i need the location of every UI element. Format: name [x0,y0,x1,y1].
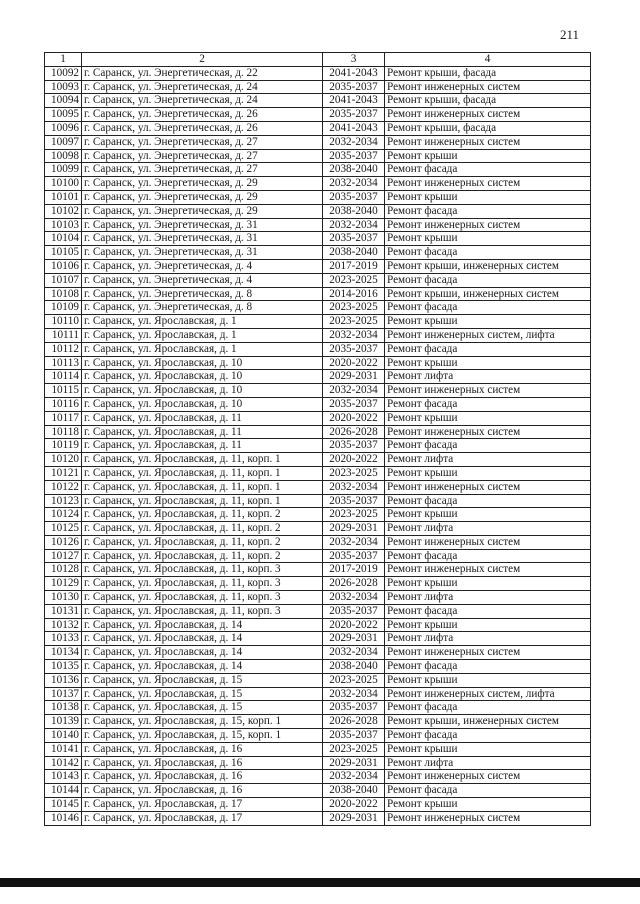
period-cell: 2035-2037 [323,397,385,411]
column-header-number: 1 [45,53,82,67]
period-cell: 2023-2025 [323,301,385,315]
table-row [45,287,591,301]
address-cell: г. Саранск, ул. Энергетическая, д. 4 [82,273,323,287]
work-type-cell: Ремонт инженерных систем [385,135,591,149]
address-cell: г. Саранск, ул. Ярославская, д. 15 [82,673,323,687]
row-number-cell: 10126 [45,535,82,549]
work-type-cell: Ремонт крыши [385,798,591,812]
row-number-cell: 10135 [45,660,82,674]
table-row [45,149,591,163]
work-type-cell: Ремонт лифта [385,591,591,605]
period-cell: 2035-2037 [323,494,385,508]
table-row [45,563,591,577]
work-type-cell: Ремонт крыши [385,411,591,425]
scan-bottom-edge [0,878,640,887]
work-type-cell: Ремонт крыши, фасада [385,66,591,80]
row-number-cell: 10144 [45,784,82,798]
period-cell: 2017-2019 [323,259,385,273]
row-number-cell: 10119 [45,439,82,453]
work-type-cell: Ремонт инженерных систем [385,535,591,549]
work-type-cell: Ремонт крыши [385,232,591,246]
row-number-cell: 10137 [45,687,82,701]
period-cell: 2035-2037 [323,549,385,563]
table-row [45,190,591,204]
work-type-cell: Ремонт фасада [385,246,591,260]
work-type-cell: Ремонт крыши [385,577,591,591]
table-row [45,480,591,494]
period-cell: 2041-2043 [323,121,385,135]
row-number-cell: 10096 [45,121,82,135]
row-number-cell: 10124 [45,508,82,522]
work-type-cell: Ремонт фасада [385,494,591,508]
row-number-cell: 10115 [45,384,82,398]
row-number-cell: 10103 [45,218,82,232]
address-cell: г. Саранск, ул. Ярославская, д. 15 [82,701,323,715]
period-cell: 2023-2025 [323,273,385,287]
address-cell: г. Саранск, ул. Ярославская, д. 11, корп. 2 [82,508,323,522]
address-cell: г. Саранск, ул. Ярославская, д. 15, корп. 1 [82,715,323,729]
work-type-cell: Ремонт инженерных систем [385,177,591,191]
table-row [45,108,591,122]
work-type-cell: Ремонт фасада [385,729,591,743]
period-cell: 2023-2025 [323,466,385,480]
address-cell: г. Саранск, ул. Ярославская, д. 14 [82,660,323,674]
row-number-cell: 10129 [45,577,82,591]
address-cell: г. Саранск, ул. Энергетическая, д. 22 [82,66,323,80]
table-row [45,591,591,605]
address-cell: г. Саранск, ул. Ярославская, д. 1 [82,315,323,329]
row-number-cell: 10101 [45,190,82,204]
period-cell: 2035-2037 [323,439,385,453]
table-row [45,370,591,384]
work-type-cell: Ремонт инженерных систем [385,646,591,660]
work-type-cell: Ремонт инженерных систем [385,425,591,439]
address-cell: г. Саранск, ул. Ярославская, д. 1 [82,342,323,356]
address-cell: г. Саранск, ул. Ярославская, д. 11 [82,411,323,425]
address-cell: г. Саранск, ул. Ярославская, д. 11, корп. 3 [82,563,323,577]
address-cell: г. Саранск, ул. Ярославская, д. 16 [82,770,323,784]
address-cell: г. Саранск, ул. Ярославская, д. 11, корп. 1 [82,480,323,494]
period-cell: 2020-2022 [323,453,385,467]
table-row [45,742,591,756]
period-cell: 2032-2034 [323,770,385,784]
period-cell: 2035-2037 [323,342,385,356]
address-cell: г. Саранск, ул. Ярославская, д. 16 [82,784,323,798]
table-header-row [45,53,591,67]
table-row [45,673,591,687]
period-cell: 2014-2016 [323,287,385,301]
period-cell: 2029-2031 [323,370,385,384]
address-cell: г. Саранск, ул. Ярославская, д. 16 [82,756,323,770]
row-number-cell: 10109 [45,301,82,315]
address-cell: г. Саранск, ул. Ярославская, д. 11, корп. 3 [82,591,323,605]
work-type-cell: Ремонт крыши, фасада [385,121,591,135]
work-type-cell: Ремонт лифта [385,632,591,646]
address-cell: г. Саранск, ул. Ярославская, д. 17 [82,811,323,825]
work-type-cell: Ремонт фасада [385,342,591,356]
period-cell: 2035-2037 [323,190,385,204]
table-row [45,729,591,743]
table-row [45,66,591,80]
period-cell: 2029-2031 [323,811,385,825]
work-type-cell: Ремонт лифта [385,453,591,467]
row-number-cell: 10142 [45,756,82,770]
address-cell: г. Саранск, ул. Энергетическая, д. 26 [82,121,323,135]
period-cell: 2032-2034 [323,687,385,701]
address-cell: г. Саранск, ул. Ярославская, д. 11, корп. 3 [82,577,323,591]
table-row [45,701,591,715]
work-type-cell: Ремонт лифта [385,522,591,536]
row-number-cell: 10114 [45,370,82,384]
table-row [45,204,591,218]
address-cell: г. Саранск, ул. Ярославская, д. 14 [82,618,323,632]
period-cell: 2026-2028 [323,425,385,439]
row-number-cell: 10095 [45,108,82,122]
period-cell: 2038-2040 [323,204,385,218]
period-cell: 2032-2034 [323,218,385,232]
work-type-cell: Ремонт фасада [385,397,591,411]
address-cell: г. Саранск, ул. Энергетическая, д. 26 [82,108,323,122]
repair-schedule-table [44,52,591,826]
row-number-cell: 10117 [45,411,82,425]
row-number-cell: 10097 [45,135,82,149]
period-cell: 2035-2037 [323,604,385,618]
column-header-address: 2 [82,53,323,67]
table-row [45,646,591,660]
work-type-cell: Ремонт крыши [385,673,591,687]
table-row [45,632,591,646]
address-cell: г. Саранск, ул. Ярославская, д. 16 [82,742,323,756]
address-cell: г. Саранск, ул. Ярославская, д. 11, корп. 2 [82,535,323,549]
row-number-cell: 10134 [45,646,82,660]
address-cell: г. Саранск, ул. Энергетическая, д. 27 [82,163,323,177]
period-cell: 2041-2043 [323,94,385,108]
table-row [45,273,591,287]
period-cell: 2020-2022 [323,356,385,370]
row-number-cell: 10145 [45,798,82,812]
address-cell: г. Саранск, ул. Энергетическая, д. 24 [82,80,323,94]
period-cell: 2032-2034 [323,384,385,398]
table-row [45,453,591,467]
table-row [45,577,591,591]
period-cell: 2038-2040 [323,784,385,798]
row-number-cell: 10102 [45,204,82,218]
row-number-cell: 10093 [45,80,82,94]
table-row [45,618,591,632]
period-cell: 2029-2031 [323,756,385,770]
period-cell: 2038-2040 [323,246,385,260]
work-type-cell: Ремонт фасада [385,701,591,715]
table-row [45,715,591,729]
table-row [45,80,591,94]
row-number-cell: 10146 [45,811,82,825]
row-number-cell: 10122 [45,480,82,494]
table-row [45,425,591,439]
address-cell: г. Саранск, ул. Энергетическая, д. 31 [82,232,323,246]
work-type-cell: Ремонт крыши [385,508,591,522]
address-cell: г. Саранск, ул. Ярославская, д. 11, корп. 1 [82,453,323,467]
row-number-cell: 10104 [45,232,82,246]
row-number-cell: 10092 [45,66,82,80]
table-row [45,397,591,411]
period-cell: 2038-2040 [323,163,385,177]
address-cell: г. Саранск, ул. Энергетическая, д. 8 [82,301,323,315]
period-cell: 2038-2040 [323,660,385,674]
work-type-cell: Ремонт фасада [385,660,591,674]
row-number-cell: 10141 [45,742,82,756]
period-cell: 2035-2037 [323,108,385,122]
period-cell: 2029-2031 [323,632,385,646]
table-row [45,508,591,522]
row-number-cell: 10107 [45,273,82,287]
table-row [45,356,591,370]
period-cell: 2032-2034 [323,480,385,494]
table-row [45,811,591,825]
table-row [45,756,591,770]
work-type-cell: Ремонт инженерных систем [385,384,591,398]
table-row [45,259,591,273]
row-number-cell: 10125 [45,522,82,536]
row-number-cell: 10120 [45,453,82,467]
period-cell: 2032-2034 [323,646,385,660]
period-cell: 2032-2034 [323,135,385,149]
column-header-work-type: 4 [385,53,591,67]
address-cell: г. Саранск, ул. Энергетическая, д. 4 [82,259,323,273]
address-cell: г. Саранск, ул. Ярославская, д. 10 [82,356,323,370]
work-type-cell: Ремонт фасада [385,163,591,177]
work-type-cell: Ремонт крыши [385,190,591,204]
address-cell: г. Саранск, ул. Энергетическая, д. 31 [82,218,323,232]
address-cell: г. Саранск, ул. Энергетическая, д. 27 [82,135,323,149]
row-number-cell: 10110 [45,315,82,329]
work-type-cell: Ремонт фасада [385,549,591,563]
row-number-cell: 10108 [45,287,82,301]
table-row [45,466,591,480]
table-row [45,535,591,549]
work-type-cell: Ремонт крыши [385,466,591,480]
table-row [45,660,591,674]
work-type-cell: Ремонт фасада [385,273,591,287]
period-cell: 2020-2022 [323,618,385,632]
work-type-cell: Ремонт крыши [385,356,591,370]
work-type-cell: Ремонт инженерных систем [385,811,591,825]
row-number-cell: 10132 [45,618,82,632]
table-row [45,177,591,191]
period-cell: 2026-2028 [323,577,385,591]
table-row [45,94,591,108]
period-cell: 2026-2028 [323,715,385,729]
address-cell: г. Саранск, ул. Ярославская, д. 14 [82,632,323,646]
row-number-cell: 10112 [45,342,82,356]
address-cell: г. Саранск, ул. Ярославская, д. 15, корп. 1 [82,729,323,743]
address-cell: г. Саранск, ул. Ярославская, д. 17 [82,798,323,812]
period-cell: 2032-2034 [323,591,385,605]
period-cell: 2023-2025 [323,315,385,329]
address-cell: г. Саранск, ул. Энергетическая, д. 29 [82,177,323,191]
address-cell: г. Саранск, ул. Энергетическая, д. 27 [82,149,323,163]
row-number-cell: 10111 [45,328,82,342]
work-type-cell: Ремонт лифта [385,370,591,384]
address-cell: г. Саранск, ул. Энергетическая, д. 8 [82,287,323,301]
column-header-period: 3 [323,53,385,67]
work-type-cell: Ремонт крыши [385,315,591,329]
table-body [45,66,591,825]
period-cell: 2020-2022 [323,798,385,812]
row-number-cell: 10139 [45,715,82,729]
address-cell: г. Саранск, ул. Энергетическая, д. 31 [82,246,323,260]
row-number-cell: 10094 [45,94,82,108]
table-row [45,770,591,784]
table-row [45,163,591,177]
work-type-cell: Ремонт инженерных систем [385,770,591,784]
work-type-cell: Ремонт крыши [385,618,591,632]
work-type-cell: Ремонт инженерных систем, лифта [385,687,591,701]
table-row [45,784,591,798]
row-number-cell: 10100 [45,177,82,191]
table-row [45,135,591,149]
table-row [45,232,591,246]
table-row [45,301,591,315]
work-type-cell: Ремонт крыши [385,742,591,756]
period-cell: 2017-2019 [323,563,385,577]
address-cell: г. Саранск, ул. Ярославская, д. 11, корп. 1 [82,466,323,480]
period-cell: 2032-2034 [323,328,385,342]
period-cell: 2035-2037 [323,701,385,715]
row-number-cell: 10116 [45,397,82,411]
address-cell: г. Саранск, ул. Ярославская, д. 10 [82,397,323,411]
work-type-cell: Ремонт фасада [385,784,591,798]
row-number-cell: 10131 [45,604,82,618]
work-type-cell: Ремонт крыши, фасада [385,94,591,108]
period-cell: 2032-2034 [323,535,385,549]
work-type-cell: Ремонт инженерных систем [385,108,591,122]
address-cell: г. Саранск, ул. Энергетическая, д. 29 [82,190,323,204]
period-cell: 2035-2037 [323,149,385,163]
period-cell: 2041-2043 [323,66,385,80]
table-row [45,494,591,508]
row-number-cell: 10113 [45,356,82,370]
table-row [45,218,591,232]
period-cell: 2023-2025 [323,742,385,756]
table-row [45,315,591,329]
address-cell: г. Саранск, ул. Ярославская, д. 11 [82,425,323,439]
table-row [45,549,591,563]
period-cell: 2023-2025 [323,508,385,522]
table-row [45,121,591,135]
address-cell: г. Саранск, ул. Ярославская, д. 10 [82,384,323,398]
work-type-cell: Ремонт инженерных систем [385,218,591,232]
row-number-cell: 10140 [45,729,82,743]
work-type-cell: Ремонт инженерных систем [385,480,591,494]
period-cell: 2029-2031 [323,522,385,536]
row-number-cell: 10123 [45,494,82,508]
table-row [45,687,591,701]
period-cell: 2023-2025 [323,673,385,687]
work-type-cell: Ремонт инженерных систем, лифта [385,328,591,342]
row-number-cell: 10127 [45,549,82,563]
work-type-cell: Ремонт инженерных систем [385,80,591,94]
table-row [45,798,591,812]
table-row [45,439,591,453]
period-cell: 2032-2034 [323,177,385,191]
address-cell: г. Саранск, ул. Ярославская, д. 11, корп. 3 [82,604,323,618]
address-cell: г. Саранск, ул. Энергетическая, д. 29 [82,204,323,218]
work-type-cell: Ремонт инженерных систем [385,563,591,577]
row-number-cell: 10136 [45,673,82,687]
row-number-cell: 10128 [45,563,82,577]
work-type-cell: Ремонт лифта [385,756,591,770]
row-number-cell: 10143 [45,770,82,784]
row-number-cell: 10106 [45,259,82,273]
row-number-cell: 10133 [45,632,82,646]
row-number-cell: 10105 [45,246,82,260]
row-number-cell: 10098 [45,149,82,163]
row-number-cell: 10099 [45,163,82,177]
work-type-cell: Ремонт крыши, инженерных систем [385,259,591,273]
table-row [45,328,591,342]
table-row [45,342,591,356]
address-cell: г. Саранск, ул. Ярославская, д. 11, корп. 2 [82,549,323,563]
work-type-cell: Ремонт фасада [385,439,591,453]
period-cell: 2035-2037 [323,80,385,94]
work-type-cell: Ремонт фасада [385,604,591,618]
period-cell: 2035-2037 [323,232,385,246]
work-type-cell: Ремонт фасада [385,301,591,315]
address-cell: г. Саранск, ул. Ярославская, д. 10 [82,370,323,384]
row-number-cell: 10138 [45,701,82,715]
work-type-cell: Ремонт крыши [385,149,591,163]
address-cell: г. Саранск, ул. Ярославская, д. 1 [82,328,323,342]
address-cell: г. Саранск, ул. Ярославская, д. 11, корп. 2 [82,522,323,536]
row-number-cell: 10121 [45,466,82,480]
address-cell: г. Саранск, ул. Ярославская, д. 11, корп. 1 [82,494,323,508]
table-row [45,522,591,536]
table-row [45,604,591,618]
table-row [45,246,591,260]
address-cell: г. Саранск, ул. Энергетическая, д. 24 [82,94,323,108]
table-row [45,384,591,398]
period-cell: 2020-2022 [323,411,385,425]
address-cell: г. Саранск, ул. Ярославская, д. 14 [82,646,323,660]
work-type-cell: Ремонт фасада [385,204,591,218]
work-type-cell: Ремонт крыши, инженерных систем [385,287,591,301]
address-cell: г. Саранск, ул. Ярославская, д. 15 [82,687,323,701]
work-type-cell: Ремонт крыши, инженерных систем [385,715,591,729]
row-number-cell: 10130 [45,591,82,605]
page-number: 211 [560,27,580,42]
period-cell: 2035-2037 [323,729,385,743]
address-cell: г. Саранск, ул. Ярославская, д. 11 [82,439,323,453]
table-row [45,411,591,425]
row-number-cell: 10118 [45,425,82,439]
